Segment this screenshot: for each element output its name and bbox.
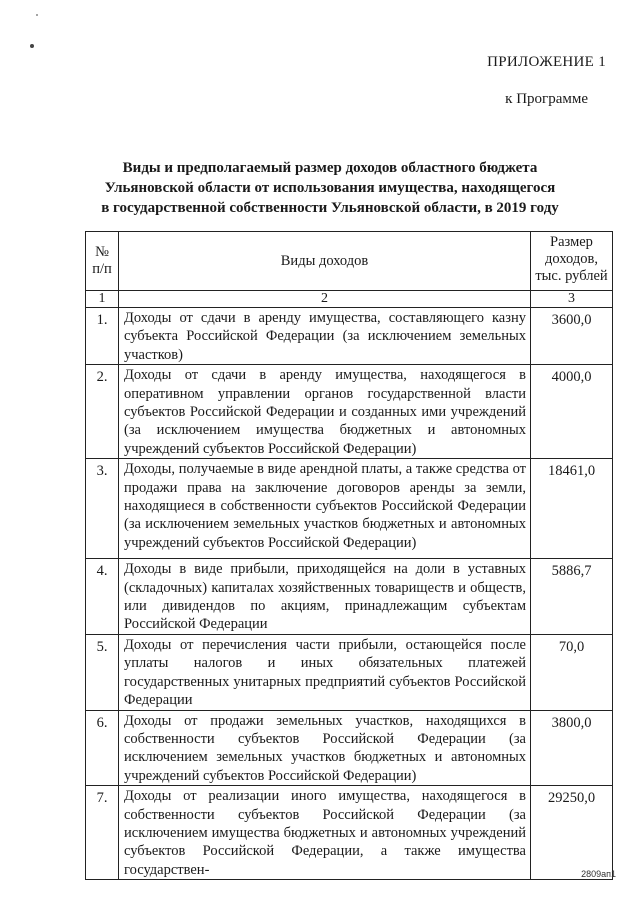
row-number: 3. bbox=[86, 459, 119, 559]
row-number: 5. bbox=[86, 634, 119, 710]
row-amount: 3600,0 bbox=[531, 308, 613, 365]
income-table bbox=[85, 231, 613, 880]
title-line: Виды и предполагаемый размер доходов областного бюджета bbox=[122, 160, 538, 176]
table-header-row bbox=[86, 232, 613, 291]
document-code: 2809ап1 bbox=[581, 869, 616, 879]
row-income-type: Доходы от сдачи в аренду имущества, находящегося в оперативном управлении органов государственной власти субъектов Российской Федерации и созданных ими учреждений (за исключением имущества бюджетных и автономных учреждений субъектов Российской Федерации) bbox=[119, 365, 531, 459]
row-amount: 5886,7 bbox=[531, 559, 613, 635]
column-index: 1 bbox=[86, 291, 119, 308]
scan-speck bbox=[30, 44, 34, 48]
row-number: 7. bbox=[86, 786, 119, 880]
row-number: 1. bbox=[86, 308, 119, 365]
row-income-type: Доходы от реализации иного имущества, находящегося в собственности субъектов Российской Федерации (за исключением имущества бюджетных и автономных учреждений субъектов Российской Федерации, а также имущества государствен- bbox=[119, 786, 531, 880]
row-amount: 70,0 bbox=[531, 634, 613, 710]
row-income-type: Доходы в виде прибыли, приходящейся на доли в уставных (складочных) капиталах хозяйственных товариществ и обществ, или дивидендов по акциям, принадлежащим субъектам Российской Федерации bbox=[119, 559, 531, 635]
document-title bbox=[100, 158, 560, 218]
row-amount: 4000,0 bbox=[531, 365, 613, 459]
program-reference: к Программе bbox=[505, 91, 588, 107]
scan-speck bbox=[36, 14, 38, 16]
row-amount: 18461,0 bbox=[531, 459, 613, 559]
row-income-type: Доходы от перечисления части прибыли, остающейся после уплаты налогов и иных обязательных платежей государственных унитарных предприятий субъектов Российской Федерации bbox=[119, 634, 531, 710]
header-amount: Размер доходов, тыс. рублей bbox=[531, 232, 613, 291]
row-amount: 29250,0 bbox=[531, 786, 613, 880]
appendix-label: ПРИЛОЖЕНИЕ 1 bbox=[487, 54, 606, 70]
row-amount: 3800,0 bbox=[531, 710, 613, 786]
table-row bbox=[86, 634, 613, 710]
row-income-type: Доходы, получаемые в виде арендной платы, а также средства от продажи права на заключение договоров аренды за земли, находящиеся в собственности субъектов Российской Федерации (за исключением земельных участков бюджетных и автономных учреждений субъектов Российской Федерации) bbox=[119, 459, 531, 559]
row-number: 6. bbox=[86, 710, 119, 786]
title-line: в государственной собственности Ульяновской области, в 2019 году bbox=[101, 200, 559, 216]
column-index: 3 bbox=[531, 291, 613, 308]
table-row bbox=[86, 459, 613, 559]
header-number: № п/п bbox=[86, 232, 119, 291]
column-index-row bbox=[86, 291, 613, 308]
header-income-type: Виды доходов bbox=[119, 232, 531, 291]
row-income-type: Доходы от продажи земельных участков, находящихся в собственности субъектов Российской Федерации (за исключением земельных участков бюджетных и автономных учреждений субъектов Российской Федерации) bbox=[119, 710, 531, 786]
table-row bbox=[86, 365, 613, 459]
title-line: Ульяновской области от использования имущества, находящегося bbox=[104, 180, 556, 196]
column-index: 2 bbox=[119, 291, 531, 308]
table-row bbox=[86, 710, 613, 786]
row-income-type: Доходы от сдачи в аренду имущества, составляющего казну субъекта Российской Федерации (за исключением земельных участков) bbox=[119, 308, 531, 365]
row-number: 4. bbox=[86, 559, 119, 635]
table-row bbox=[86, 786, 613, 880]
table-row bbox=[86, 308, 613, 365]
row-number: 2. bbox=[86, 365, 119, 459]
table-row bbox=[86, 559, 613, 635]
